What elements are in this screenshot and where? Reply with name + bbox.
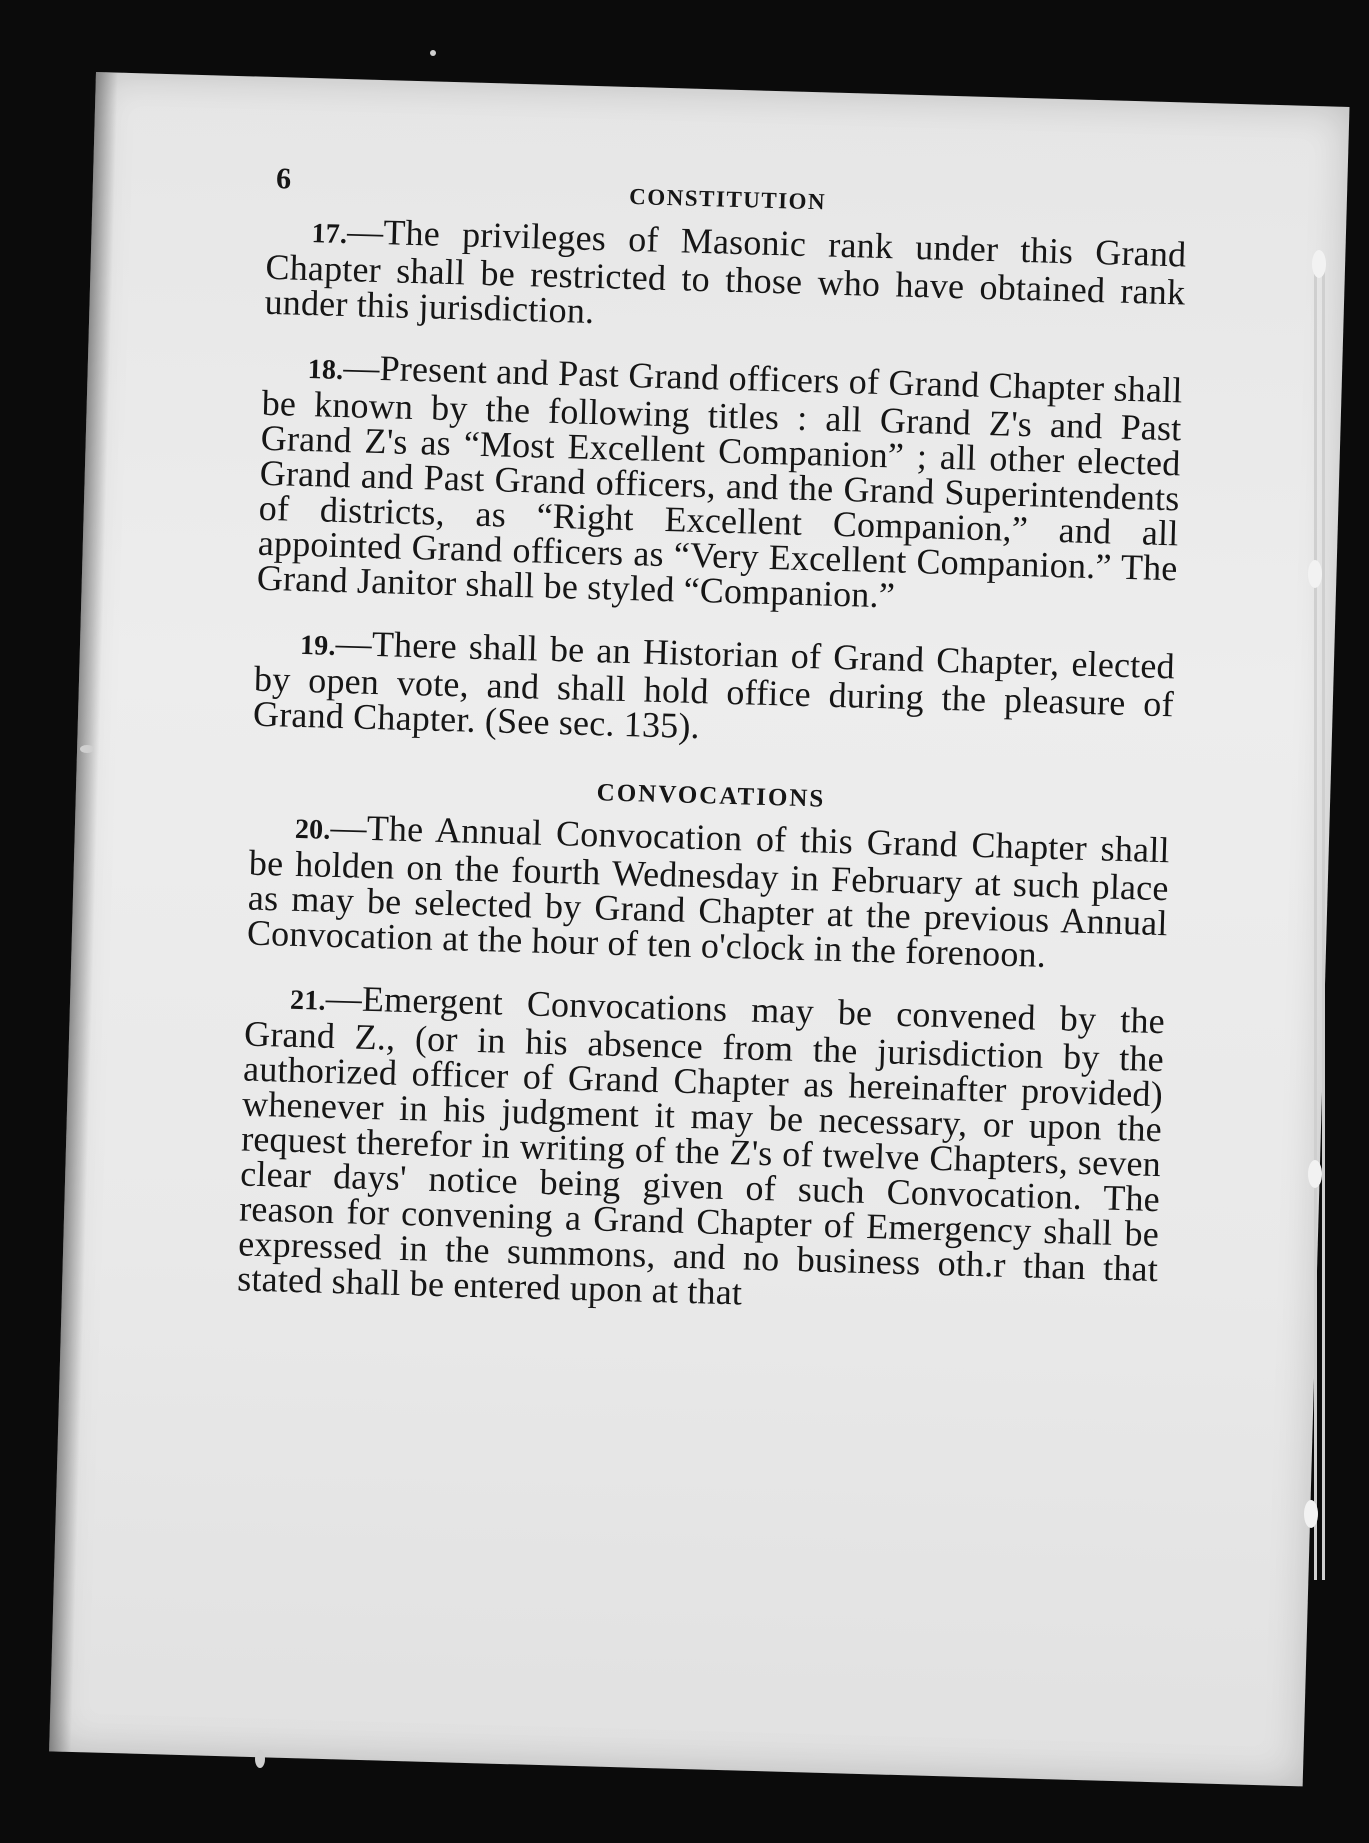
page-number: 6 (275, 162, 292, 196)
scan-speck (430, 50, 436, 56)
paragraph-text: —The privileges of Masonic rank under this Grand Chapter shall be restricted to those who have obtained rank under this jurisdiction. (264, 211, 1187, 331)
scan-speck (255, 1750, 265, 1768)
binding-stitch (1308, 1160, 1322, 1188)
section-number: 17. (311, 218, 348, 251)
section-number: 18. (307, 354, 344, 387)
scan-speck (80, 745, 94, 753)
paragraph-text: —Emergent Convocations may be convened by the Grand Z., (or in his absence from the jurisdiction by the authorized officer of Grand Chapter as hereinafter provided) whenever in his judgment it may be necessary, or upon the request therefor in writing of the Z's of twelve Chapters, seven clear days' notice being given of such Convocation. The reason for convening a Grand Chapter of Emergency shall be expressed in the summons, and no business oth.r than that stated shall be entered upon at that (236, 977, 1166, 1313)
binding-stitch (1304, 1500, 1318, 1528)
paragraph-20 (247, 808, 1171, 977)
book-page (49, 72, 1349, 1786)
binding-stitch (1308, 560, 1322, 588)
section-number: 21. (289, 984, 327, 1017)
paragraph-text: —Present and Past Grand officers of Grand Chapter shall be known by the following titles : all Grand Z's and Past Grand Z's as “Most Excellent Companion” ; all other elected Grand and Past Grand officers, and the Grand Superintendents of districts, as “Right Excellent Companion,” and all appointed Grand officers as “Very Excellent Companion.” The Grand Janitor shall be styled “Companion.” (256, 347, 1184, 616)
paragraph-21 (237, 979, 1166, 1323)
section-number: 19. (299, 629, 337, 662)
paragraph-text: —The Annual Convocation of this Grand Chapter shall be holden on the fourth Wednesday in February at such place as may be selected by Grand Chapter at the previous Annual Convocation at the hour of ten o'clock in the forenoon. (246, 806, 1171, 975)
page-text-block (236, 152, 1188, 1350)
binding-edge (1310, 260, 1330, 1580)
binding-thread (1322, 260, 1325, 1580)
paragraph-text: —There shall be an Historian of Grand Chapter, elected by open vote, and shall hold office during the pleasure of Grand Chapter. (See sec. 135). (252, 622, 1176, 747)
section-heading-convocations: CONVOCATIONS (596, 779, 826, 813)
binding-thread (1314, 260, 1317, 1580)
section-number: 20. (294, 813, 331, 846)
paragraph-19 (253, 624, 1176, 758)
running-head: CONSTITUTION (628, 183, 827, 215)
paragraph-18 (256, 348, 1183, 622)
binding-stitch (1312, 250, 1326, 278)
